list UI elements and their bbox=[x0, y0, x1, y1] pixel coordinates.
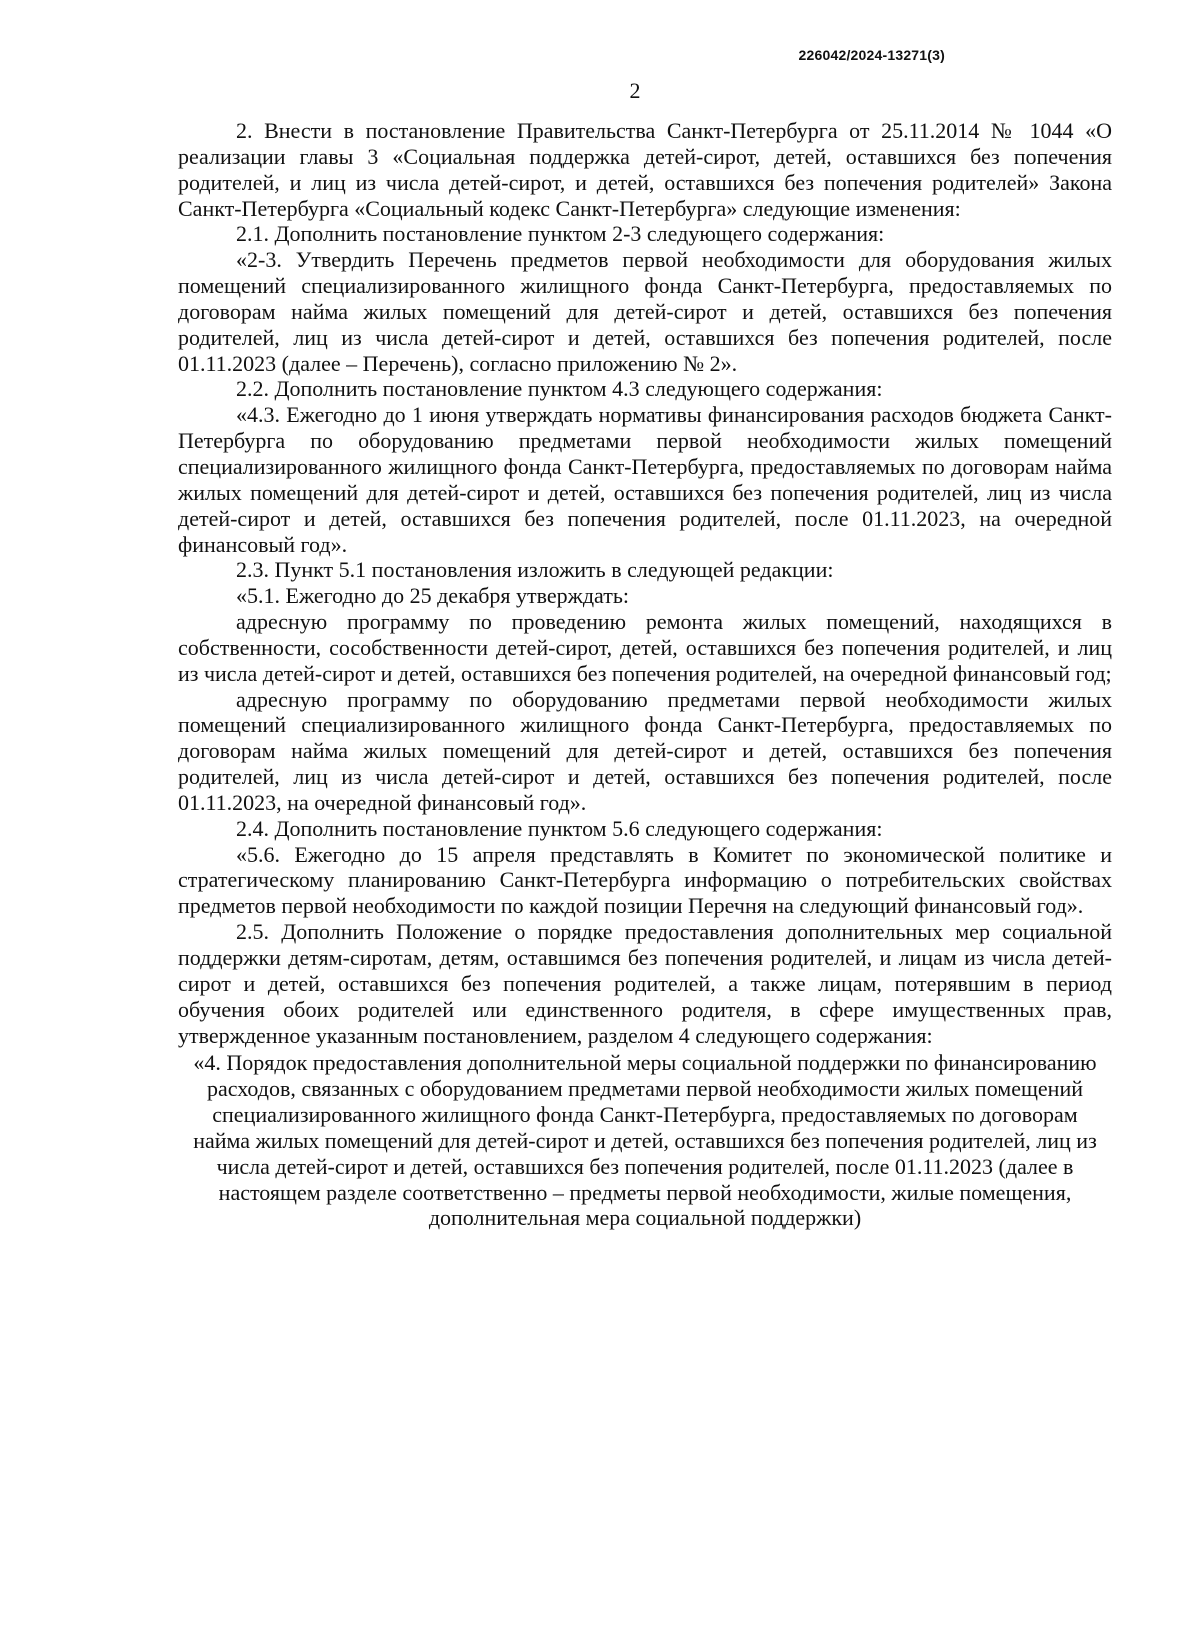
paragraph-repair-program: адресную программу по проведению ремонта жилых помещений, находящихся в собственности, сособственности детей-сирот, детей, оставшихся без попечения родителей, и лиц из числа детей-сирот и детей, оставшихся без попечения родителей, на очередной финансовый год; bbox=[178, 609, 1112, 686]
paragraph-2-1: 2.1. Дополнить постановление пунктом 2-3 следующего содержания: bbox=[236, 221, 885, 247]
paragraph-equipment-program: адресную программу по оборудованию предметами первой необходимости жилых помещений специализированного жилищного фонда Санкт-Петербурга, предоставляемых по договорам найма жилых помещений для детей-сирот и детей, оставшихся без попечения родителей, лиц из числа детей-сирот и детей, оставшихся без попечения родителей, после 01.11.2023, на очередной финансовый год». bbox=[178, 686, 1112, 815]
section-4-title: «4. Порядок предоставления дополнительной меры социальной поддержки по финансированию расходов, связанных с оборудованием предметами первой необходимости жилых помещений специализированного жилищного фонда Санкт-Петербурга, предоставляемых по договорам найма жилых помещений для детей-сирот и детей, оставшихся без попечения родителей, лиц из числа детей-сирот и детей, оставшихся без попечения родителей, после 01.11.2023 (далее в настоящем разделе соответственно – предметы первой необходимости, жилые помещения, дополнительная мера социальной поддержки) bbox=[193, 1050, 1097, 1231]
paragraph-2-2: 2.2. Дополнить постановление пунктом 4.3 следующего содержания: bbox=[236, 376, 883, 402]
paragraph-5-6-quote: «5.6. Ежегодно до 15 апреля представлять в Комитет по экономической политике и стратегическому планированию Санкт-Петербурга информацию о потребительских свойствах предметов первой необходимости по каждой позиции Перечня на следующий финансовый год». bbox=[178, 841, 1112, 919]
paragraph-4-3-quote: «4.3. Ежегодно до 1 июня утверждать нормативы финансирования расходов бюджета Санкт-Петербурга по оборудованию предметами первой необходимости жилых помещений специализированного жилищного фонда Санкт-Петербурга, предоставляемых по договорам найма жилых помещений для детей-сирот и детей, оставшихся без попечения родителей, лиц из числа детей-сирот и детей, оставшихся без попечения родителей, после 01.11.2023, на очередной финансовый год». bbox=[178, 402, 1112, 557]
document-body bbox=[178, 118, 1112, 1231]
paragraph-2-5: 2.5. Дополнить Положение о порядке предоставления дополнительных мер социальной поддержки детям-сиротам, детям, оставшимся без попечения родителей, и лицам из числа детей-сирот и детей, оставшихся без попечения родителей, а также лицам, потерявшим в период обучения обоих родителей или единственного родителя, в сфере имущественных прав, утвержденное указанным постановлением, разделом 4 следующего содержания: bbox=[178, 919, 1112, 1048]
paragraph-2-4: 2.4. Дополнить постановление пунктом 5.6 следующего содержания: bbox=[236, 815, 883, 841]
page-number: 2 bbox=[629, 78, 641, 103]
document-registration-number: 226042/2024-13271(3) bbox=[798, 47, 945, 63]
paragraph-2-3: 2.3. Пункт 5.1 постановления изложить в следующей редакции: bbox=[236, 557, 834, 583]
paragraph-2-3-quote: «2-3. Утвердить Перечень предметов первой необходимости для оборудования жилых помещений специализированного жилищного фонда Санкт-Петербурга, предоставляемых по договорам найма жилых помещений для детей-сирот и детей, оставшихся без попечения родителей, лиц из числа детей-сирот и детей, оставшихся без попечения родителей, после 01.11.2023 (далее – Перечень), согласно приложению № 2». bbox=[178, 247, 1112, 376]
paragraph-5-1-quote: «5.1. Ежегодно до 25 декабря утверждать: bbox=[236, 583, 629, 609]
paragraph-2: 2. Внести в постановление Правительства Санкт-Петербурга от 25.11.2014 № 1044 «О реализации главы 3 «Социальная поддержка детей-сирот, детей, оставшихся без попечения родителей, и лиц из числа детей-сирот, и детей, оставшихся без попечения родителей» Закона Санкт-Петербурга «Социальный кодекс Санкт-Петербурга» следующие изменения: bbox=[178, 118, 1112, 221]
